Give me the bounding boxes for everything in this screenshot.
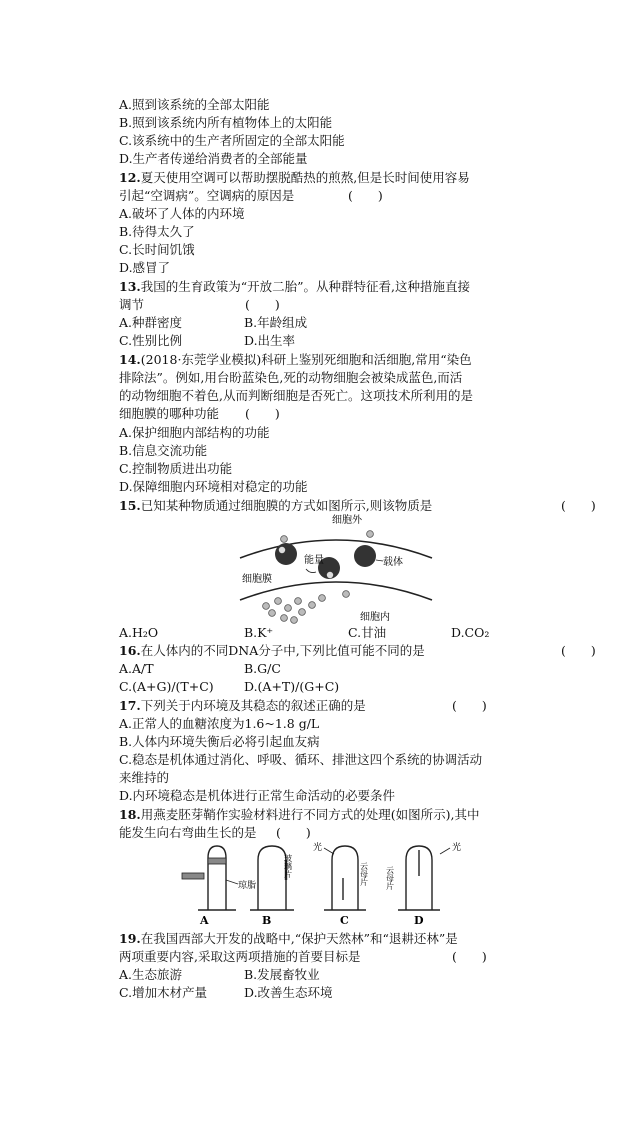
q19-option-a: A.生态旅游 xyxy=(119,967,183,982)
q15-option-b: B.K⁺ xyxy=(244,625,274,640)
q18-d-light-arrow xyxy=(440,848,450,854)
q18-label-d: D xyxy=(414,914,424,927)
q14-stem-line4: 细胞膜的哪种功能 xyxy=(119,406,220,421)
q17-stem-line1: 17.下列关于内环境及其稳态的叙述正确的是 xyxy=(119,698,366,713)
q18-label-c: C xyxy=(340,914,349,927)
q18-a-agar-block-side xyxy=(182,873,204,879)
q15-option-a: A.H₂O xyxy=(119,625,159,640)
q16-stem-line1: 16.在人体内的不同DNA分子中,下列比值可能不同的是 xyxy=(119,643,425,658)
q14-stem-line3: 的动物细胞不着色,从而判断细胞是否死亡。这项技术所利用的是 xyxy=(119,388,473,403)
q16-option-d: D.(A+T)/(G+C) xyxy=(244,679,340,694)
q15-fig-label-energy: 能量 xyxy=(304,555,324,566)
q13-stem-line1: 13.我国的生育政策为“开放二胎”。从种群特征看,这种措施直接 xyxy=(119,279,471,294)
q18-stem-line1: 18.用燕麦胚芽鞘作实验材料进行不同方式的处理(如图所示),其中 xyxy=(119,807,480,822)
q12-answer-bracket: ( ) xyxy=(348,188,383,203)
q18-c-label-mica: 云母片 xyxy=(359,862,369,886)
q15-fig-label-outside: 细胞外 xyxy=(332,515,362,526)
q18-a-label-agar: 琼脂 xyxy=(238,881,257,891)
q19-stem-line2: 两项重要内容,采取这两项措施的首要目标是 xyxy=(119,949,361,964)
q17-option-b: B.人体内环境失衡后必将引起血友病 xyxy=(119,734,320,749)
q18-number: 18. xyxy=(119,807,141,822)
q14-option-d: D.保障细胞内环境相对稳定的功能 xyxy=(119,479,308,494)
q16-number: 16. xyxy=(119,643,141,658)
q12-option-a: A.破坏了人体的内环境 xyxy=(119,206,245,221)
q15-number: 15. xyxy=(119,498,141,513)
q14-stem-line2: 排除法”。例如,用台盼蓝染色,死的动物细胞会被染成蓝色,而活 xyxy=(119,370,463,385)
q17-option-c-line1: C.稳态是机体通过消化、呼吸、循环、排泄这四个系统的协调活动 xyxy=(119,752,483,767)
q15-carrier-protein-left xyxy=(275,543,297,565)
q14-option-c: C.控制物质进出功能 xyxy=(119,461,233,476)
q18-coleoptile-figure xyxy=(178,840,478,928)
q17-answer-bracket: ( ) xyxy=(452,698,487,713)
q13-option-d: D.出生率 xyxy=(244,333,296,348)
q12-option-b: B.待得太久了 xyxy=(119,224,195,239)
q11-option-d: D.生产者传递给消费者的全部能量 xyxy=(119,151,308,166)
q18-figure-d xyxy=(386,841,462,927)
q17-option-c-line2: 来维持的 xyxy=(119,770,170,785)
q14-option-a: A.保护细胞内部结构的功能 xyxy=(119,425,270,440)
q18-answer-bracket: ( ) xyxy=(276,825,311,840)
q15-answer-bracket: ( ) xyxy=(561,498,596,513)
q13-number: 13. xyxy=(119,279,141,294)
q15-fig-label-inside: 细胞内 xyxy=(360,612,390,623)
q19-option-b: B.发展畜牧业 xyxy=(244,967,320,982)
q18-stem-line2: 能发生向右弯曲生长的是 xyxy=(119,825,257,840)
q18-label-a: A xyxy=(200,914,209,927)
q12-stem-line1: 12.夏天使用空调可以帮助摆脱酷热的煎熬,但是长时间使用容易 xyxy=(119,170,470,185)
q19-number: 19. xyxy=(119,931,141,946)
q17-option-a: A.正常人的血糖浓度为1.6~1.8 g/L xyxy=(119,716,320,731)
q18-a-agar-block-top xyxy=(208,858,226,864)
q16-option-b: B.G/C xyxy=(244,661,281,676)
q19-stem-line1: 19.在我国西部大开发的战略中,“保护天然林”和“退耕还林”是 xyxy=(119,931,458,946)
q18-c-label-light: 光 xyxy=(313,843,323,853)
q13-option-a: A.种群密度 xyxy=(119,315,183,330)
q14-option-b: B.信息交流功能 xyxy=(119,443,208,458)
q19-option-c: C.增加木材产量 xyxy=(119,985,208,1000)
q12-option-c: C.长时间饥饿 xyxy=(119,242,195,257)
q14-stem-line1: 14.(2018·东莞学业模拟)科研上鉴别死细胞和活细胞,常用“染色 xyxy=(119,352,472,367)
q16-option-c: C.(A+G)/(T+C) xyxy=(119,679,214,694)
q13-option-c: C.性别比例 xyxy=(119,333,183,348)
q13-answer-bracket: ( ) xyxy=(245,297,280,312)
q16-option-a: A.A/T xyxy=(119,661,154,676)
q15-option-d: D.CO₂ xyxy=(451,625,490,640)
q12-stem-line2: 引起“空调病”。空调病的原因是 xyxy=(119,188,295,203)
q13-option-b: B.年龄组成 xyxy=(244,315,308,330)
q19-option-d: D.改善生态环境 xyxy=(244,985,333,1000)
q11-option-b: B.照到该系统内所有植物体上的太阳能 xyxy=(119,115,333,130)
q15-option-c: C.甘油 xyxy=(348,625,387,640)
q18-d-label-mica: 云母片 xyxy=(385,866,395,890)
q11-option-a: A.照到该系统的全部太阳能 xyxy=(119,97,270,112)
q14-answer-bracket: ( ) xyxy=(245,406,280,421)
q18-label-b: B xyxy=(262,914,272,927)
q18-figure-a xyxy=(182,846,256,927)
q19-answer-bracket: ( ) xyxy=(452,949,487,964)
q18-d-label-light: 光 xyxy=(452,843,462,853)
q18-b-label-glass: 玻璃片 xyxy=(283,854,293,878)
q14-number: 14. xyxy=(119,352,141,367)
q17-number: 17. xyxy=(119,698,141,713)
q16-answer-bracket: ( ) xyxy=(561,643,596,658)
q12-option-d: D.感冒了 xyxy=(119,260,171,275)
q15-membrane-transport-figure xyxy=(236,512,436,627)
q15-membrane-outer-line xyxy=(240,540,432,558)
q13-stem-line2: 调节 xyxy=(119,297,145,312)
q17-option-d: D.内环境稳态是机体进行正常生命活动的必要条件 xyxy=(119,788,396,803)
q15-fig-label-carrier: 载体 xyxy=(383,557,403,568)
q18-figure-c xyxy=(313,841,369,927)
q15-carrier-protein-right xyxy=(354,545,376,567)
q12-number: 12. xyxy=(119,170,141,185)
q18-figure-b xyxy=(250,846,294,927)
q15-fig-label-membrane: 细胞膜 xyxy=(242,574,272,585)
q11-option-c: C.该系统中的生产者所固定的全部太阳能 xyxy=(119,133,345,148)
q15-stem-line1: 15.已知某种物质通过细胞膜的方式如图所示,则该物质是 xyxy=(119,498,433,513)
